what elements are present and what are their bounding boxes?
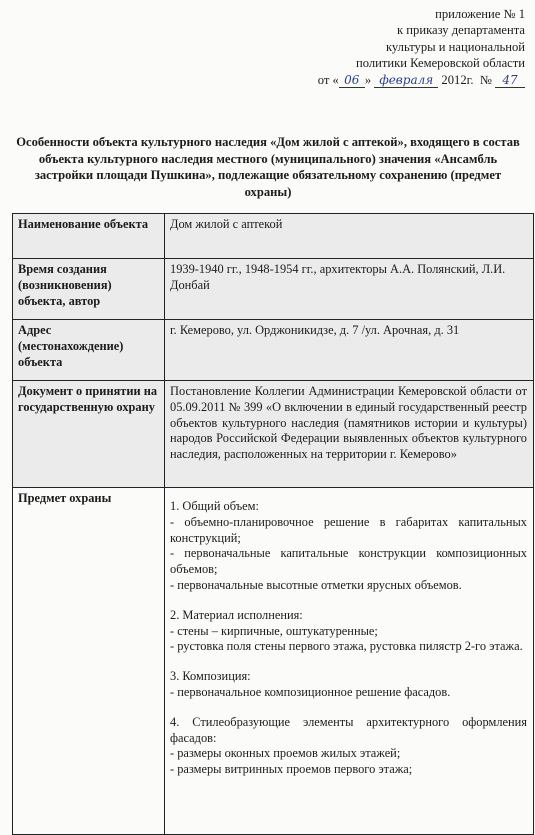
appendix-line-2: к приказу департамента — [397, 23, 525, 38]
section-2-title: 2. Материал исполнения: — [170, 607, 303, 622]
date-mid: » — [364, 72, 372, 87]
section-1-item: - первоначальные высотные отметки ярусных объемов. — [170, 577, 462, 592]
section-1-title: 1. Общий объем: — [170, 499, 259, 513]
protection-table — [12, 213, 534, 835]
row-label: Время создания (возникновения) объекта, автор — [13, 259, 165, 320]
table-row — [13, 259, 534, 320]
section-2-item: - стены – кирпичные, оштукатуренные; — [170, 623, 378, 638]
handwritten-month: февраля — [374, 74, 438, 88]
section-3-title: 3. Композиция: — [170, 669, 251, 684]
document-title: Особенности объекта культурного наследия «Дом жилой с аптекой», входящего в состав объекта культурного наследия местного (муниципального) значения «Ансамбль застройки площади Пушкина», подлежащие обязательному сохранению (предмет охраны) — [16, 135, 520, 199]
protection-label: Предмет охраны — [13, 488, 165, 835]
table-row — [13, 381, 534, 488]
section-4-item: - размеры оконных проемов жилых этажей; — [170, 746, 401, 761]
date-year: 2012г. — [441, 72, 474, 87]
row-value: Постановление Коллегии Администрации Кемеровской области от 05.09.2011 № 399 «О включении в единый государственный реестр объектов культурного наследия (памятников истории и культуры) народов Российской Федерации выявленных объектов культурного наследия, расположенных на территории г. Кемерово» — [165, 381, 534, 488]
protection-details — [165, 488, 534, 835]
row-label: Документ о принятии на государственную охрану — [13, 381, 165, 488]
section-1-item: - первоначальные капитальные конструкции композиционных объемов; — [170, 546, 527, 577]
table-row — [13, 488, 534, 835]
appendix-line-3: культуры и национальной — [385, 39, 525, 54]
date-prefix: от « — [317, 72, 339, 87]
handwritten-day: 06 — [339, 74, 365, 88]
row-value: г. Кемерово, ул. Орджоникидзе, д. 7 /ул. Арочная, д. 31 — [165, 320, 534, 381]
row-value: Дом жилой с аптекой — [165, 214, 534, 259]
table-row — [13, 320, 534, 381]
section-3-item: - первоначальное композиционное решение фасадов. — [170, 684, 451, 699]
row-label: Наименование объекта — [13, 214, 165, 259]
section-4-item: - размеры витринных проемов первого этажа; — [170, 762, 413, 777]
table-row — [13, 214, 534, 259]
row-label: Адрес (местонахождение) объекта — [13, 320, 165, 381]
appendix-line-4: политики Кемеровской области — [355, 56, 525, 71]
section-4-title: 4. Стилеобразующие элементы архитектурного оформления фасадов: — [170, 714, 527, 745]
section-2-item: - рустовка поля стены первого этажа, рустовка пилястр 2-го этажа. — [170, 639, 523, 654]
number-prefix: № — [479, 72, 492, 87]
order-date-line — [318, 72, 525, 88]
section-1-item: - объемно-планировочное решение в габаритах капитальных конструкций; — [170, 514, 527, 545]
row-value: 1939-1940 гг., 1948-1954 гг., архитекторы А.А. Полянский, Л.И. Донбай — [165, 259, 534, 320]
appendix-header — [318, 6, 525, 88]
handwritten-number: 47 — [495, 74, 525, 88]
appendix-line-1: приложение № 1 — [435, 7, 525, 21]
